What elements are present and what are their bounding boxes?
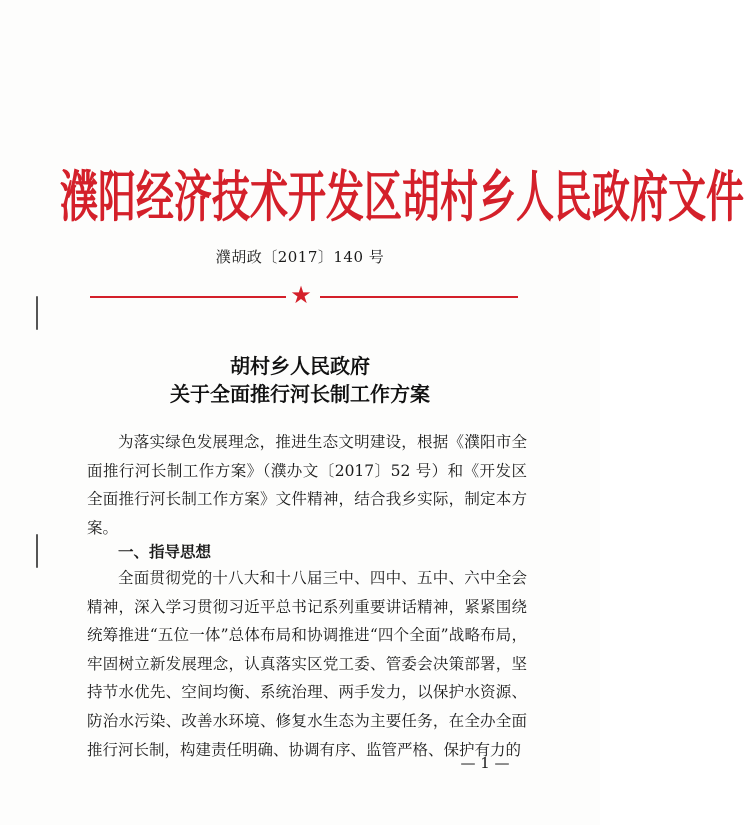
guiding-ideology-paragraph xyxy=(87,564,527,764)
section-heading-guiding-ideology: 一、指导思想 xyxy=(118,543,212,561)
page-number: — 1 — xyxy=(460,754,510,772)
intro-paragraph xyxy=(87,428,527,542)
guiding-ideology-paragraph-text: 全面贯彻党的十八大和十八届三中、四中、五中、六中全会精神，深入学习贯彻习近平总书记系列重要讲话精神，紧紧围绕统筹推进“五位一体”总体布局和协调推进“四个全面”战略布局，牢固树立新发展理念，认真落实区党工委、管委会决策部署，坚持节水优先、空间均衡、系统治理、两手发力，以保护水资源、防治水污染、改善水环境、修复水生态为主要任务，在全办全面推行河长制，构建责任明确、协调有序、监管严格、保护有力的 xyxy=(87,569,527,759)
binding-mark-top xyxy=(36,296,38,330)
intro-paragraph-text: 为落实绿色发展理念，推进生态文明建设，根据《濮阳市全面推行河长制工作方案》（濮办文〔2017〕52 号）和《开发区全面推行河长制工作方案》文件精神，结合我乡实际，制定本方案。 xyxy=(87,433,527,537)
issuing-authority-header: 濮阳经济技术开发区胡村乡人民政府文件 xyxy=(60,165,744,229)
red-star-icon: ★ xyxy=(290,281,312,309)
document-number: 濮胡政〔2017〕140 号 xyxy=(215,248,385,266)
document-title-line-2: 关于全面推行河长制工作方案 xyxy=(170,382,430,406)
document-title-line-1: 胡村乡人民政府 xyxy=(230,354,370,378)
binding-mark-bottom xyxy=(36,534,38,568)
